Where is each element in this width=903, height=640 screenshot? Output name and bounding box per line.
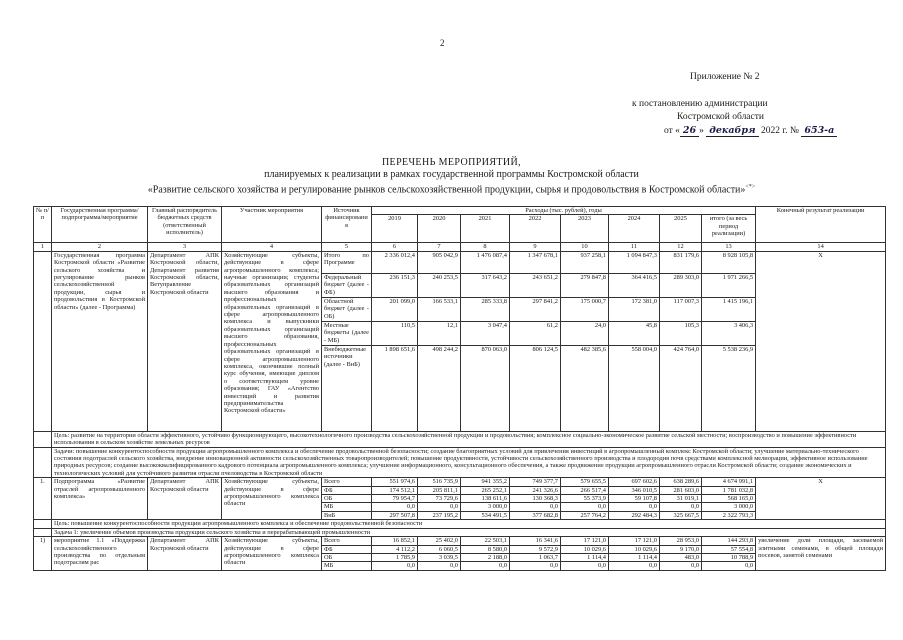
program-title: Государственная программа Костромской области «Развитие сельского хозяйства и регулирование рынков сельскохозяйственной продукции, сырья и продовольствия в Костромской области» (далее - Программа) <box>52 251 148 431</box>
amount-cell: 697 602,6 <box>609 478 660 486</box>
program-financing-row <box>34 251 886 273</box>
amount-cell: 240 253,5 <box>418 273 461 297</box>
goal-text: Цель: развитие на территории области эффективного, устойчиво функционирующего, высокотехнологичного производства сельскохозяйственной продукции и продовольствия; комплексное социально-экономическое развитие сельской местности; воспроизводство и повышение эффективности использования в сельском хозяйстве земельных ресурсов <box>52 431 886 447</box>
header-participant: Участник мероприятия <box>222 207 322 243</box>
tasks-text: Задачи: повышение конкурентоспособности продукции агропромышленного комплекса и обеспечение продовольственной безопасности; создание благоприятных условий для привлечения инвестиций в агропромышленный комплекс Костромской области; улучшение материально-технического состояния подотраслей сельского хозяйства, внедрение инновационной активности сельскохозяйственных товаропроизводителей; повышение продуктивности, устойчивости сельскохозяйственного производства и плодородия почв средствами комплексной мелиорации, эффективное использование природных ресурсов; создание высококвалифицированного кадрового потенциала агропромышленного комплекса; улучшение информационного, консультационного обеспечения, а также продвижение продукции агропромышленного отрасли Костромской области; создание экономических и технологических условий для устойчивого развития отрасли пчеловодства в Костромской области <box>52 447 886 478</box>
amount-cell: 105,3 <box>660 321 702 345</box>
sub-goal-spacer <box>34 520 52 528</box>
amount-cell: 285 333,8 <box>461 297 510 321</box>
financing-source: ФБ <box>322 545 372 553</box>
amount-cell: 0,0 <box>418 562 461 570</box>
header-total: итого (за весь период реализации) <box>702 215 756 243</box>
document-title <box>0 157 903 196</box>
amount-cell: 10 029,6 <box>561 545 609 553</box>
amount-cell: 1 347 678,1 <box>510 251 561 273</box>
amount-cell: 579 655,5 <box>561 478 609 486</box>
amount-cell: 483,0 <box>660 553 702 561</box>
amount-cell: 205 811,1 <box>418 486 461 494</box>
amount-cell: 138 611,6 <box>461 495 510 503</box>
column-number: 4 <box>222 243 322 251</box>
sub-task-row <box>34 528 886 536</box>
amount-cell: 534 491,5 <box>461 511 510 519</box>
measure-participant: Хозяйствующие субъекты, действующие в сфере агропромышленного комплекса области <box>222 537 322 571</box>
amount-cell: 28 953,0 <box>660 537 702 545</box>
amount-cell: 265 252,1 <box>461 486 510 494</box>
amount-cell: 482 385,6 <box>561 345 609 431</box>
column-number: 12 <box>660 243 702 251</box>
amount-total-cell: 10 788,9 <box>702 553 756 561</box>
amount-cell: 0,0 <box>372 562 418 570</box>
amount-cell: 558 004,0 <box>609 345 660 431</box>
amount-cell: 0,0 <box>561 562 609 570</box>
header-year: 2023 <box>561 215 609 243</box>
amount-cell: 8 580,0 <box>461 545 510 553</box>
amount-cell: 45,8 <box>609 321 660 345</box>
amount-cell: 424 764,0 <box>660 345 702 431</box>
amount-cell: 174 512,1 <box>372 486 418 494</box>
header-year: 2021 <box>461 215 510 243</box>
title-line-1: ПЕРЕЧЕНЬ МЕРОПРИЯТИЙ, <box>381 157 522 168</box>
amount-cell: 1 476 087,4 <box>461 251 510 273</box>
amount-cell: 638 289,6 <box>660 478 702 486</box>
amount-total-cell: 568 165,0 <box>702 495 756 503</box>
program-participant: Хозяйствующие субъекты, действующие в сфере агропромышленного комплекса; научные организации; студенты образовательных организаций высшего образования и профессиональных образовательных организаций в сфере агропромышленного комплекса и выпускники образовательных организаций высшего образования, профессиональных образовательных организаций в сфере агропромышленного комплекса, окончившие полный курс обучения, имеющие диплом о соответствующем уровне образования; ГАУ «Агентство инвестиций и развития предпринимательства Костромской области» <box>222 251 322 431</box>
amount-cell: 0,0 <box>372 503 418 511</box>
financing-source: ВнБ <box>322 511 372 519</box>
financing-source: Всего <box>322 537 372 545</box>
appendix-block <box>632 71 872 138</box>
tasks-row <box>34 447 886 478</box>
tasks-row-spacer <box>34 447 52 478</box>
amount-cell: 117 007,3 <box>660 297 702 321</box>
column-number: 5 <box>322 243 372 251</box>
column-number: 13 <box>702 243 756 251</box>
amount-cell: 6 060,5 <box>418 545 461 553</box>
subprogram-num: 1. <box>34 478 52 520</box>
amount-total-cell: 3 000,0 <box>702 503 756 511</box>
header-expenses: Расходы (тыс. рублей), годы <box>372 207 756 215</box>
appendix-date-line: от « 26 » декабря 2022 г. № 653-а <box>632 124 872 138</box>
amount-total-cell: 1 415 196,1 <box>702 297 756 321</box>
measure-title: мероприятие 1.1 «Поддержка сельскохозяйственного производства по отдельным подотраслям рас <box>52 537 148 571</box>
subprogram-participant: Хозяйствующие субъекты, действующие в сфере агропромышленного комплекса области <box>222 478 322 520</box>
amount-cell: 3 000,0 <box>461 503 510 511</box>
column-number: 6 <box>372 243 418 251</box>
column-number: 11 <box>609 243 660 251</box>
financing-source: МБ <box>322 562 372 570</box>
financing-source: ОБ <box>322 553 372 561</box>
amount-cell: 17 121,0 <box>609 537 660 545</box>
column-number: 8 <box>461 243 510 251</box>
program-num <box>34 251 52 431</box>
amount-cell: 16 341,6 <box>510 537 561 545</box>
measure-financing-row <box>34 537 886 545</box>
amount-cell: 24,0 <box>561 321 609 345</box>
page-number: 2 <box>440 38 445 48</box>
header-result: Конечный результат реализации <box>756 207 886 243</box>
measure-result: увеличение доли площади, засеваемой элитными семенами, в общей площади посевов, занятой семенами <box>756 537 886 571</box>
financing-source: Областной бюджет (далее - ОБ) <box>322 297 372 321</box>
column-number: 14 <box>756 243 886 251</box>
amount-total-cell: 3 406,3 <box>702 321 756 345</box>
measure-num: 1) <box>34 537 52 571</box>
amount-cell: 937 258,1 <box>561 251 609 273</box>
amount-cell: 73 729,6 <box>418 495 461 503</box>
column-number: 9 <box>510 243 561 251</box>
header-program: Государственная программа/подпрограмма/мероприятие <box>52 207 148 243</box>
goal-row-spacer <box>34 431 52 447</box>
amount-cell: 130 368,3 <box>510 495 561 503</box>
amount-cell: 175 000,7 <box>561 297 609 321</box>
amount-cell: 79 954,7 <box>372 495 418 503</box>
amount-cell: 317 643,2 <box>461 273 510 297</box>
amount-cell: 12,1 <box>418 321 461 345</box>
amount-cell: 266 517,4 <box>561 486 609 494</box>
amount-cell: 166 533,1 <box>418 297 461 321</box>
goal-row <box>34 431 886 447</box>
subprogram-financing-row <box>34 478 886 486</box>
amount-cell: 0,0 <box>461 562 510 570</box>
amount-cell: 0,0 <box>418 503 461 511</box>
amount-cell: 749 377,7 <box>510 478 561 486</box>
amount-cell: 59 107,8 <box>609 495 660 503</box>
amount-cell: 201 099,0 <box>372 297 418 321</box>
header-year: 2022 <box>510 215 561 243</box>
amount-cell: 61,2 <box>510 321 561 345</box>
financing-source: ОБ <box>322 495 372 503</box>
amount-cell: 0,0 <box>510 562 561 570</box>
amount-cell: 498 244,2 <box>418 345 461 431</box>
amount-cell: 0,0 <box>561 503 609 511</box>
amount-cell: 3 039,5 <box>418 553 461 561</box>
header-source: Источник финансирования <box>322 207 372 243</box>
amount-cell: 9 170,0 <box>660 545 702 553</box>
amount-cell: 289 303,0 <box>660 273 702 297</box>
measures-table <box>33 206 886 571</box>
sub-task-text: Задача 1: увеличение объемов производства продукции сельского хозяйства и перерабатывающей промышленности <box>52 528 886 536</box>
amount-total-cell: 57 554,8 <box>702 545 756 553</box>
header-year: 2025 <box>660 215 702 243</box>
amount-cell: 377 682,8 <box>510 511 561 519</box>
column-number: 7 <box>418 243 461 251</box>
subprogram-title: Подпрограмма «Развитие отраслей агропромышленного комплекса» <box>52 478 148 520</box>
amount-total-cell: 2 322 793,3 <box>702 511 756 519</box>
amount-cell: 325 667,5 <box>660 511 702 519</box>
subprogram-result: Х <box>756 478 886 520</box>
amount-total-cell: 144 293,8 <box>702 537 756 545</box>
amount-cell: 237 195,2 <box>418 511 461 519</box>
amount-cell: 1 114,4 <box>609 553 660 561</box>
amount-cell: 346 010,5 <box>609 486 660 494</box>
handwritten-month: декабря <box>706 125 758 137</box>
amount-cell: 0,0 <box>510 503 561 511</box>
table-header-row <box>34 207 886 215</box>
amount-cell: 297 841,2 <box>510 297 561 321</box>
sub-task-spacer <box>34 528 52 536</box>
amount-cell: 2 336 012,4 <box>372 251 418 273</box>
header-year: 2020 <box>418 215 461 243</box>
sub-goal-row <box>34 520 886 528</box>
amount-cell: 831 179,6 <box>660 251 702 273</box>
appendix-region: Костромской области <box>677 112 764 122</box>
program-result: Х <box>756 251 886 431</box>
column-number: 10 <box>561 243 609 251</box>
amount-cell: 279 847,8 <box>561 273 609 297</box>
amount-cell: 1 094 847,3 <box>609 251 660 273</box>
amount-cell: 516 735,9 <box>418 478 461 486</box>
subprogram-manager: Департамент АПК Костромской области <box>148 478 222 520</box>
amount-cell: 1 785,9 <box>372 553 418 561</box>
measure-manager: Департамент АПК Костромской области <box>148 537 222 571</box>
header-year: 2019 <box>372 215 418 243</box>
financing-source: Итого по Программе <box>322 251 372 273</box>
column-number-row <box>34 243 886 251</box>
title-line-3: «Развитие сельского хозяйства и регулирование рынков сельскохозяйственной продукции, сырья и продовольствия в Костромской области»<*> <box>147 184 756 196</box>
amount-cell: 55 373,9 <box>561 495 609 503</box>
amount-total-cell: 1 971 266,5 <box>702 273 756 297</box>
amount-cell: 1 898 651,6 <box>372 345 418 431</box>
appendix-decree: к постановлению администрации <box>632 99 768 109</box>
amount-cell: 0,0 <box>609 503 660 511</box>
amount-cell: 364 416,5 <box>609 273 660 297</box>
header-manager: Главный распорядитель бюджетных средств (ответственный исполнитель) <box>148 207 222 243</box>
amount-total-cell: 1 781 032,8 <box>702 486 756 494</box>
amount-cell: 236 151,3 <box>372 273 418 297</box>
financing-source: Федеральный бюджет (далее - ФБ) <box>322 273 372 297</box>
financing-source: Всего <box>322 478 372 486</box>
amount-total-cell: 4 674 991,1 <box>702 478 756 486</box>
amount-cell: 0,0 <box>609 562 660 570</box>
handwritten-number: 653-а <box>801 125 837 137</box>
amount-cell: 31 019,1 <box>660 495 702 503</box>
amount-cell: 257 764,2 <box>561 511 609 519</box>
header-num: № п/п <box>34 207 52 243</box>
sub-goal-text: Цель: повышение конкурентоспособности продукции агропромышленного комплекса и обеспечение продовольственной безопасности <box>52 520 886 528</box>
amount-cell: 292 484,3 <box>609 511 660 519</box>
amount-cell: 25 402,0 <box>418 537 461 545</box>
financing-source: Местные бюджеты (далее - МБ) <box>322 321 372 345</box>
appendix-title: Приложение № 2 <box>690 72 760 82</box>
amount-cell: 9 572,9 <box>510 545 561 553</box>
amount-cell: 16 852,1 <box>372 537 418 545</box>
amount-cell: 110,5 <box>372 321 418 345</box>
amount-cell: 806 124,5 <box>510 345 561 431</box>
amount-cell: 870 063,0 <box>461 345 510 431</box>
amount-cell: 22 503,1 <box>461 537 510 545</box>
amount-cell: 2 188,0 <box>461 553 510 561</box>
column-number: 2 <box>52 243 148 251</box>
column-number: 1 <box>34 243 52 251</box>
amount-cell: 297 507,8 <box>372 511 418 519</box>
amount-cell: 0,0 <box>660 562 702 570</box>
amount-cell: 241 326,6 <box>510 486 561 494</box>
handwritten-day: 26 <box>680 125 699 137</box>
amount-cell: 4 112,2 <box>372 545 418 553</box>
amount-cell: 905 042,9 <box>418 251 461 273</box>
amount-cell: 243 651,2 <box>510 273 561 297</box>
amount-total-cell: 8 928 105,8 <box>702 251 756 273</box>
amount-cell: 1 114,4 <box>561 553 609 561</box>
amount-total-cell: 5 538 236,9 <box>702 345 756 431</box>
amount-cell: 281 603,0 <box>660 486 702 494</box>
financing-source: Внебюджетные источники (далее - ВнБ) <box>322 345 372 431</box>
financing-source: ФБ <box>322 486 372 494</box>
program-manager: Департамент АПК Костромской области, Департамент развития Костромской области, Ветуправление Костромской области <box>148 251 222 431</box>
title-line-2: планируемых к реализации в рамках государственной программы Костромской области <box>264 169 639 180</box>
amount-cell: 10 029,6 <box>609 545 660 553</box>
amount-cell: 1 063,7 <box>510 553 561 561</box>
amount-cell: 551 974,6 <box>372 478 418 486</box>
amount-cell: 3 047,4 <box>461 321 510 345</box>
amount-cell: 941 355,2 <box>461 478 510 486</box>
amount-cell: 0,0 <box>660 503 702 511</box>
header-year: 2024 <box>609 215 660 243</box>
amount-total-cell: 0,0 <box>702 562 756 570</box>
amount-cell: 172 381,0 <box>609 297 660 321</box>
financing-source: МБ <box>322 503 372 511</box>
title-footnote-mark: <*> <box>745 184 756 190</box>
amount-cell: 17 121,0 <box>561 537 609 545</box>
column-number: 3 <box>148 243 222 251</box>
